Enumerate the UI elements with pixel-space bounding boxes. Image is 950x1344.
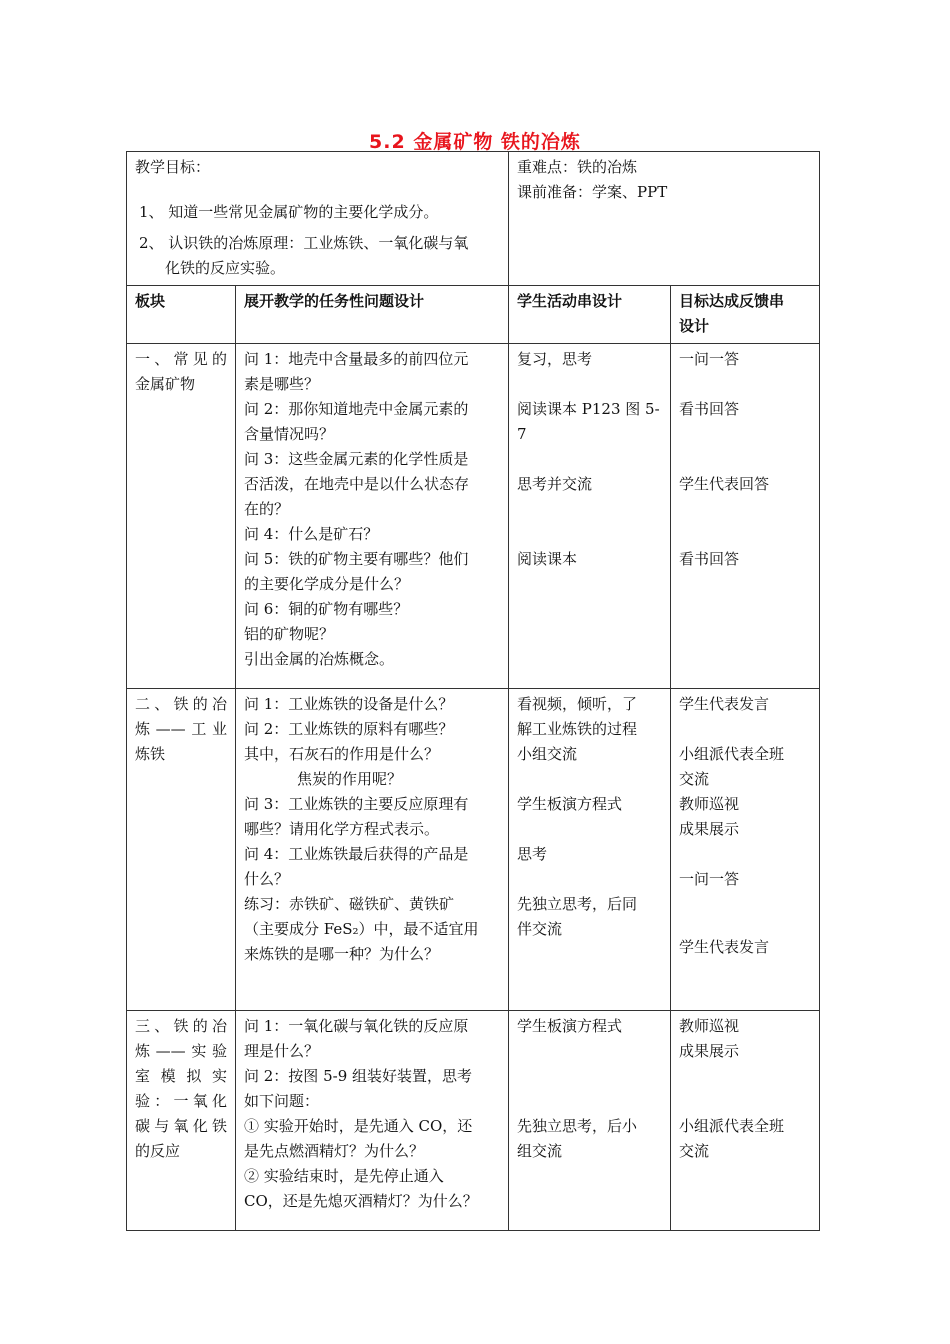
question-line: 问 1：地壳中含量最多的前四位元 — [244, 350, 469, 368]
preparation-text: 课前准备：学案、PPT — [517, 183, 668, 201]
question-cell — [236, 344, 509, 689]
header-feedback-line: 目标达成反馈串 — [679, 292, 785, 310]
question-line: 问 3：工业炼铁的主要反应原理有 — [244, 795, 469, 813]
feedback-line: 看书回答 — [679, 550, 740, 568]
lesson-plan-table — [126, 151, 820, 1231]
activity-line: 小组交流 — [517, 745, 578, 763]
header-section: 板块 — [127, 286, 236, 344]
feedback-line: 一问一答 — [679, 350, 740, 368]
question-line: （主要成分 FeS₂）中，最不适宜用 — [244, 920, 479, 938]
section-label: 一、常见的 金属矿物 — [127, 344, 236, 689]
activity-line: 组交流 — [517, 1142, 563, 1160]
question-line: 哪些？请用化学方程式表示。 — [244, 820, 440, 838]
activity-cell — [509, 689, 671, 1011]
question-line: 问 4：工业炼铁最后获得的产品是 — [244, 845, 469, 863]
question-line: 问 1：一氧化碳与氧化铁的反应原 — [244, 1017, 469, 1035]
question-line: CO，还是先熄灭酒精灯？为什么？ — [244, 1192, 478, 1210]
question-line: 问 2：工业炼铁的原料有哪些？ — [244, 720, 454, 738]
header-questions: 展开教学的任务性问题设计 — [236, 286, 509, 344]
objective-item: 1、 知道一些常见金属矿物的主要化学成分。 — [139, 203, 439, 221]
question-line: 引出金属的冶炼概念。 — [244, 650, 395, 668]
activity-line: 复习，思考 — [517, 350, 593, 368]
activity-line: 阅读课本 P123 图 5- — [517, 400, 660, 418]
question-line: 其中，石灰石的作用是什么？ — [244, 745, 440, 763]
feedback-cell — [671, 689, 820, 1011]
feedback-cell — [671, 1011, 820, 1231]
feedback-line: 教师巡视 — [679, 1017, 740, 1035]
question-line: 在的？ — [244, 500, 290, 518]
question-line: 问 4：什么是矿石？ — [244, 525, 379, 543]
section-label: 三、铁的冶 炼——实验 室模拟实 验：一氧化 碳与氧化铁 的反应 — [127, 1011, 236, 1231]
question-line: 问 5：铁的矿物主要有哪些？他们 — [244, 550, 469, 568]
question-line: 问 2：那你知道地壳中金属元素的 — [244, 400, 469, 418]
document-title: 5.2 金属矿物 铁的冶炼 — [369, 131, 581, 153]
header-activities: 学生活动串设计 — [509, 286, 671, 344]
activity-line: 先独立思考，后同 — [517, 895, 638, 913]
objectives-cell — [127, 152, 509, 286]
activity-line: 思考 — [517, 845, 548, 863]
objective-item: 2、 认识铁的冶炼原理：工业炼铁、一氧化碳与氧 — [139, 234, 469, 252]
question-line: 问 6：铜的矿物有哪些？ — [244, 600, 409, 618]
feedback-line: 成果展示 — [679, 1042, 740, 1060]
question-line: 铝的矿物呢？ — [244, 625, 335, 643]
activity-cell — [509, 1011, 671, 1231]
question-cell — [236, 1011, 509, 1231]
header-feedback — [671, 286, 820, 344]
question-line: 问 1：工业炼铁的设备是什么？ — [244, 695, 454, 713]
question-line: 的主要化学成分是什么？ — [244, 575, 410, 593]
header-feedback-line: 设计 — [679, 317, 710, 335]
question-line: ② 实验结束时，是先停止通入 — [244, 1167, 444, 1185]
section-label: 二、铁的冶 炼——工业 炼铁 — [127, 689, 236, 1011]
feedback-line: 教师巡视 — [679, 795, 740, 813]
question-line: 什么？ — [244, 870, 290, 888]
question-cell — [236, 689, 509, 1011]
question-line: 问 3：这些金属元素的化学性质是 — [244, 450, 469, 468]
activity-line: 学生板演方程式 — [517, 1017, 623, 1035]
feedback-line: 交流 — [679, 1142, 710, 1160]
activity-line: 阅读课本 — [517, 550, 578, 568]
activity-line: 7 — [517, 425, 527, 443]
question-line: 理是什么？ — [244, 1042, 320, 1060]
activity-line: 解工业炼铁的过程 — [517, 720, 638, 738]
question-line: 来炼铁的是哪一种？为什么？ — [244, 945, 440, 963]
activity-line: 学生板演方程式 — [517, 795, 623, 813]
question-line: 如下问题： — [244, 1092, 320, 1110]
activity-line: 伴交流 — [517, 920, 563, 938]
feedback-line: 学生代表回答 — [679, 475, 770, 493]
activity-cell — [509, 344, 671, 689]
activity-line: 思考并交流 — [517, 475, 593, 493]
question-line: 焦炭的作用呢？ — [297, 770, 403, 788]
question-line: 否活泼，在地壳中是以什么状态存 — [244, 475, 470, 493]
key-points-cell — [509, 152, 820, 286]
objectives-heading: 教学目标： — [135, 158, 211, 176]
question-line: 是先点燃酒精灯？为什么？ — [244, 1142, 425, 1160]
objective-item-cont: 化铁的反应实验。 — [165, 259, 286, 277]
feedback-line: 小组派代表全班 — [679, 745, 785, 763]
feedback-line: 学生代表发言 — [679, 938, 770, 956]
question-line: ① 实验开始时，是先通入 CO，还 — [244, 1117, 473, 1135]
feedback-line: 小组派代表全班 — [679, 1117, 785, 1135]
feedback-line: 一问一答 — [679, 870, 740, 888]
feedback-cell — [671, 344, 820, 689]
activity-line: 先独立思考，后小 — [517, 1117, 638, 1135]
question-line: 素是哪些？ — [244, 375, 320, 393]
difficulty-text: 重难点：铁的冶炼 — [517, 158, 638, 176]
question-line: 含量情况吗？ — [244, 425, 335, 443]
feedback-line: 成果展示 — [679, 820, 740, 838]
question-line: 练习：赤铁矿、磁铁矿、黄铁矿 — [244, 895, 455, 913]
feedback-line: 看书回答 — [679, 400, 740, 418]
feedback-line: 交流 — [679, 770, 710, 788]
question-line: 问 2：按图 5-9 组装好装置，思考 — [244, 1067, 473, 1085]
feedback-line: 学生代表发言 — [679, 695, 770, 713]
activity-line: 看视频，倾听，了 — [517, 695, 638, 713]
